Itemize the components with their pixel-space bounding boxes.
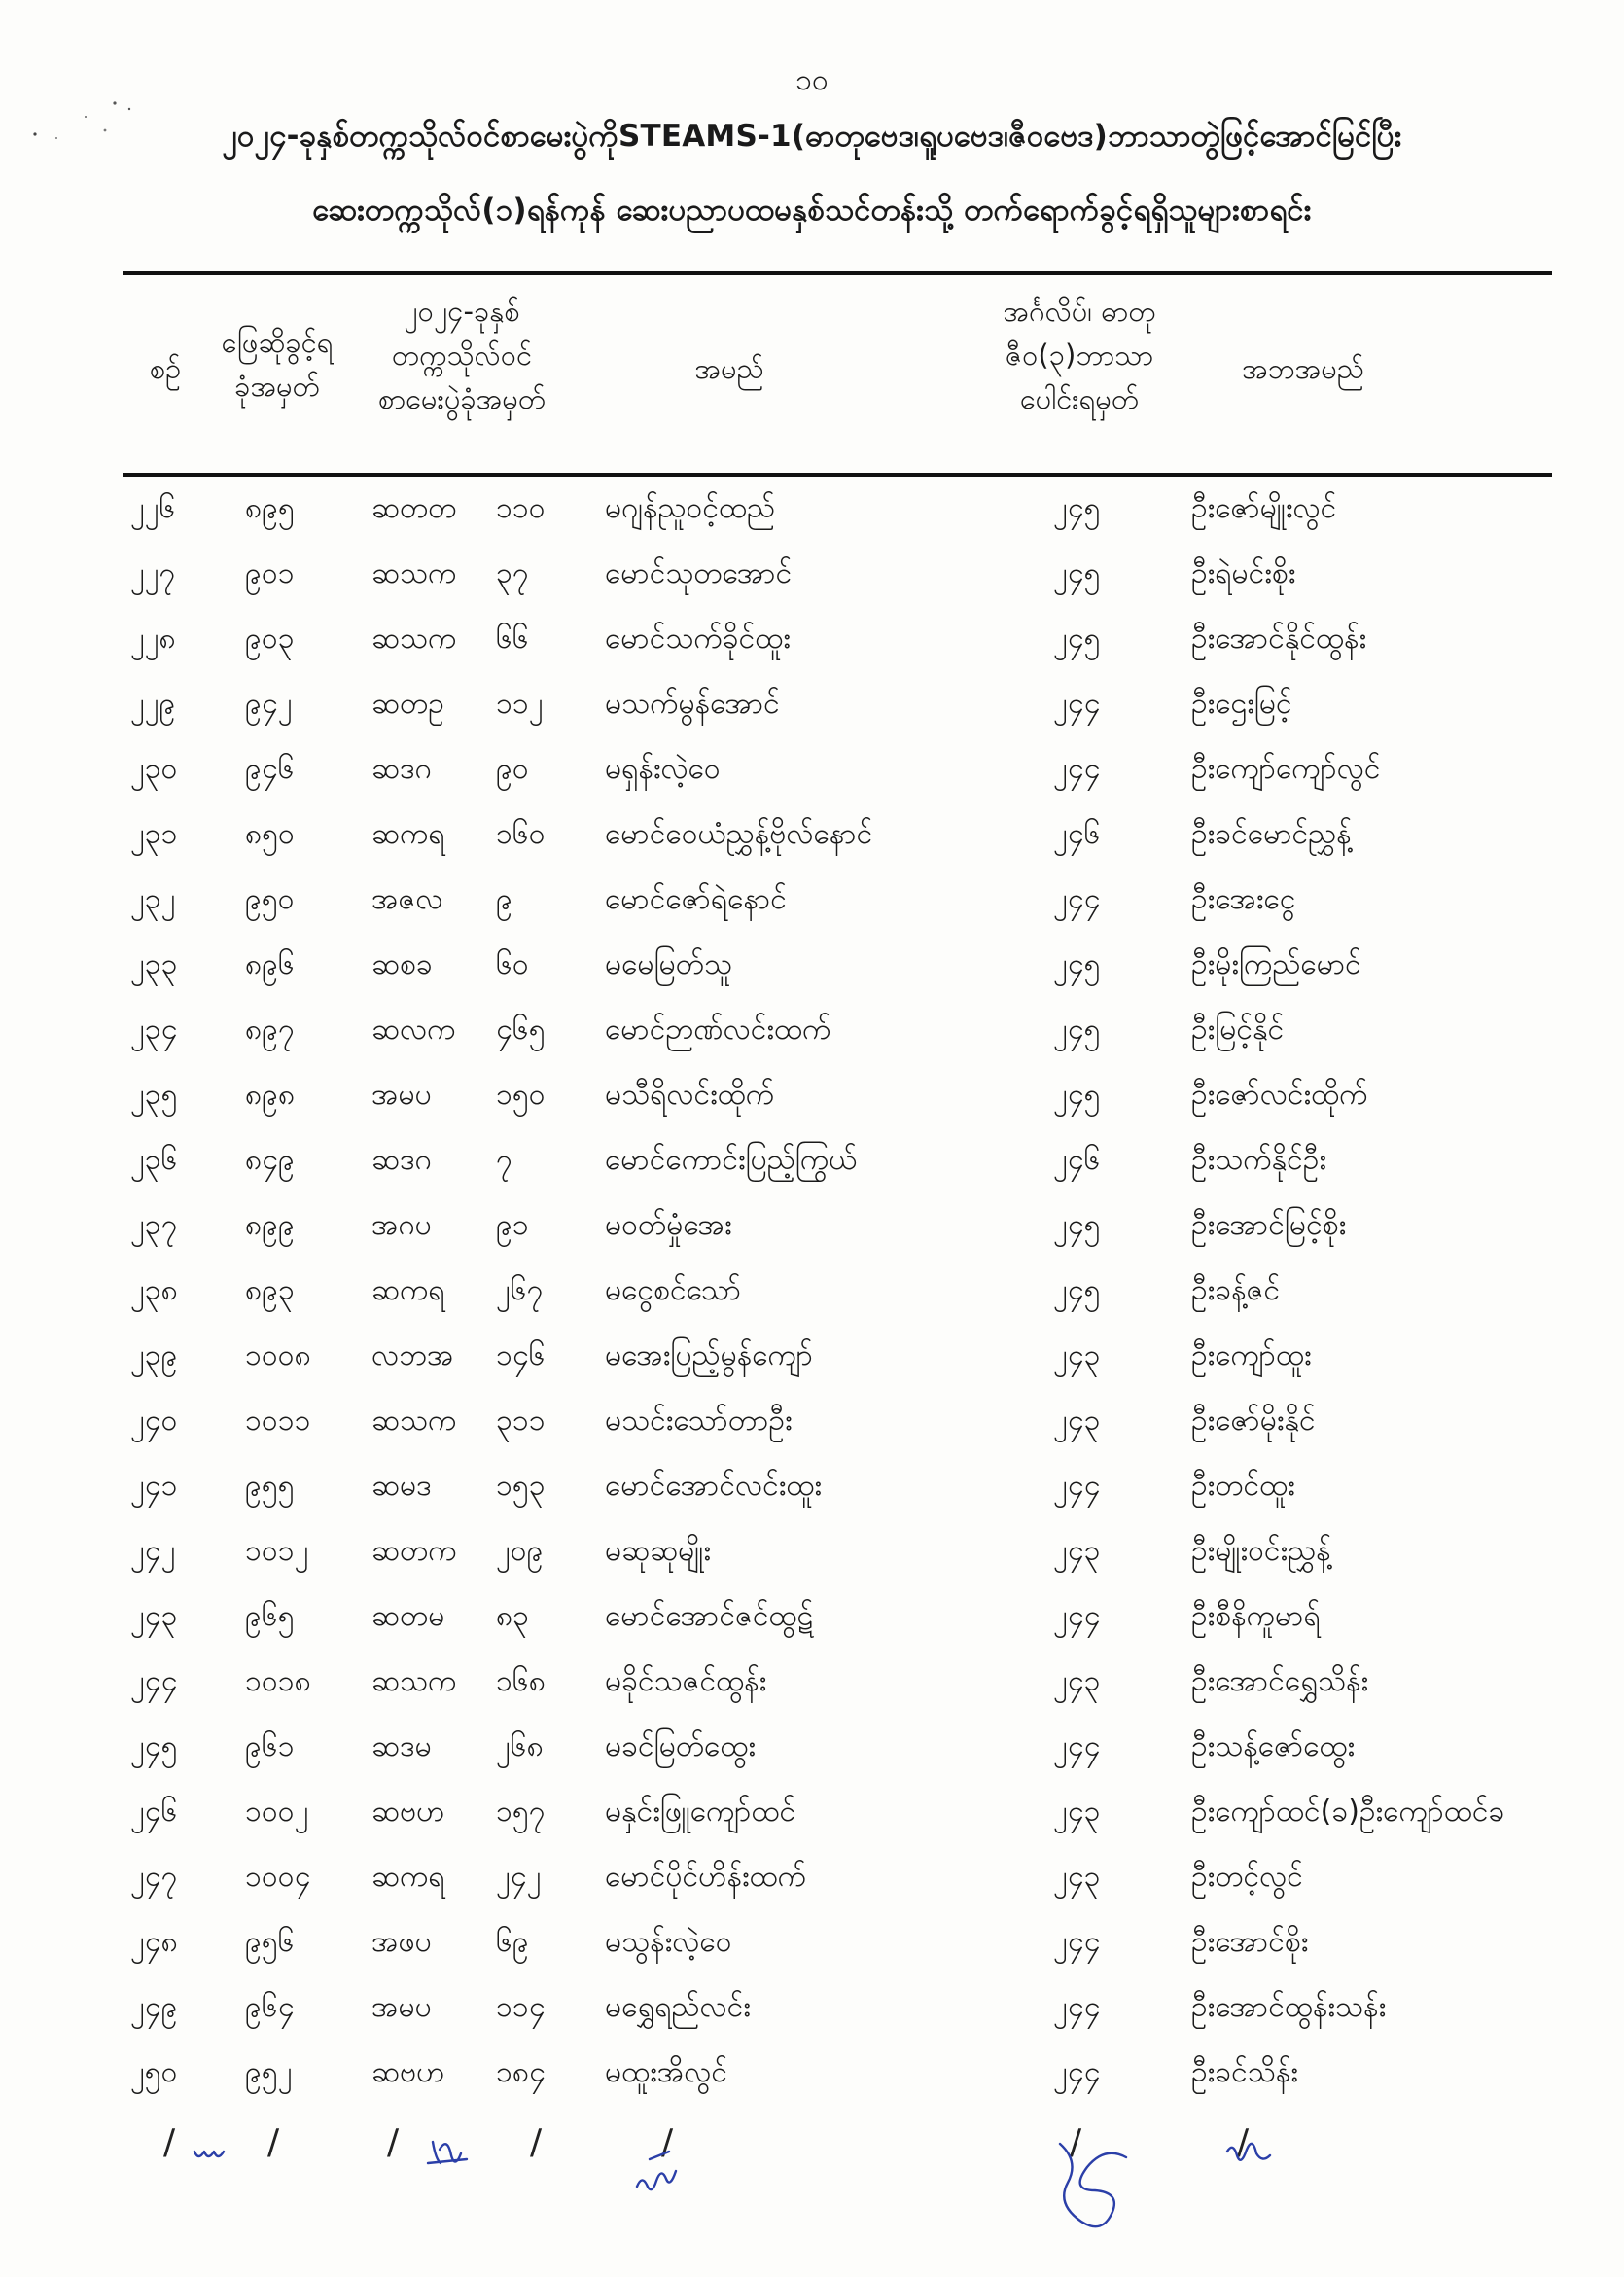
page-number: ၁၀ — [795, 63, 829, 97]
student-name: မသင်းသော်တာဦး — [605, 1404, 793, 1438]
permit-seat-number: ၁၀၀၄ — [245, 1860, 311, 1894]
table-row — [0, 1205, 1624, 1270]
father-name: ဦးမြင့်နိုင် — [1191, 1013, 1285, 1047]
total-marks: ၂၄၆ — [1053, 817, 1101, 851]
father-name: ဦးမျိုးဝင်းညွှန့် — [1191, 1534, 1331, 1568]
permit-seat-number: ၉၆၅ — [245, 1599, 295, 1633]
father-name: ဦးသက်နိုင်ဦး — [1191, 1143, 1327, 1177]
student-name: မသက်မွန်အောင် — [605, 687, 780, 721]
exam-seat-number: ၁၈၄ — [496, 2055, 546, 2089]
student-name: မဂျန်ညူဝင့်ထည် — [605, 491, 776, 525]
exam-seat-code: ဆဗဟ — [371, 2055, 445, 2089]
total-marks: ၂၄၄ — [1053, 1990, 1101, 2024]
student-name: မရွှေရည်လင်း — [605, 1990, 751, 2024]
father-name: ဦးတင်ထူး — [1191, 1469, 1295, 1503]
permit-seat-number: ၁၀၁၁ — [245, 1404, 311, 1438]
permit-seat-number: ၉၄၆ — [245, 752, 295, 786]
father-name: ဦးခင်သိန်း — [1191, 2055, 1298, 2089]
header-bottom-rule — [123, 473, 1552, 477]
table-row — [0, 488, 1624, 553]
header-permit-seat — [199, 321, 355, 409]
student-name: မောင်သက်ခိုင်ထူး — [605, 622, 791, 656]
student-name: မငွေစင်သော် — [605, 1273, 742, 1307]
total-marks: ၂၄၄ — [1053, 1925, 1101, 1959]
serial-number: ၂၃၄ — [130, 1013, 178, 1047]
header-exam-line-1: ၂၀၂၄-ခုနှစ် — [404, 295, 520, 328]
exam-seat-number: ၈၃ — [496, 1599, 530, 1633]
signature-slash: / — [387, 2122, 400, 2162]
exam-seat-code: အမပ — [371, 1990, 432, 2024]
table-row — [0, 879, 1624, 944]
serial-number: ၂၂၆ — [130, 491, 176, 525]
student-name: မသီရိလင်းထိုက် — [605, 1078, 775, 1112]
student-name: မအေးပြည့်မွန်ကျော် — [605, 1338, 813, 1372]
exam-seat-code: ဆမဒ — [371, 1469, 432, 1503]
exam-seat-code: ဆဒဂ — [371, 752, 432, 786]
header-marks-line-2: ဇီဝ(၃)ဘာသာ — [1005, 338, 1154, 372]
student-name: မနှင်းဖြူကျော်ထင် — [605, 1795, 796, 1829]
serial-number: ၂၃၇ — [130, 1208, 178, 1242]
total-marks: ၂၄၅ — [1053, 1013, 1101, 1047]
total-marks: ၂၄၃ — [1053, 1860, 1101, 1894]
father-name: ဦးဇော်မျိုးလွင် — [1191, 491, 1337, 525]
student-name: မောင်ကောင်းပြည့်ကြွယ် — [605, 1143, 858, 1177]
permit-seat-number: ၉၀၁ — [245, 556, 295, 590]
exam-seat-code: အဂပ — [371, 1208, 432, 1242]
exam-seat-code: ဆကရ — [371, 1273, 445, 1307]
serial-number: ၂၃၆ — [130, 1143, 178, 1177]
total-marks: ၂၄၄ — [1053, 1599, 1101, 1633]
table-row — [0, 749, 1624, 814]
serial-number: ၂၄၁ — [130, 1469, 178, 1503]
exam-seat-code: ဆတက — [371, 1534, 457, 1568]
total-marks: ၂၄၄ — [1053, 882, 1101, 916]
exam-seat-number: ၁၅၇ — [496, 1795, 546, 1829]
serial-number: ၂၃၀ — [130, 752, 178, 786]
total-marks: ၂၄၃ — [1053, 1664, 1101, 1698]
permit-seat-number: ၈၉၈ — [245, 1078, 296, 1112]
exam-seat-code: ဆလက — [371, 1013, 456, 1047]
father-name: ဦးဇော်လင်းထိုက် — [1191, 1078, 1368, 1112]
serial-number: ၂၂၉ — [130, 687, 176, 721]
exam-seat-code: ဆတတ — [371, 491, 457, 525]
father-name: ဦးအေးငွေ — [1191, 882, 1296, 916]
total-marks: ၂၄၅ — [1053, 1273, 1101, 1307]
exam-seat-code: အမပ — [371, 1078, 432, 1112]
exam-seat-code: ဆတမ — [371, 1599, 445, 1633]
total-marks: ၂၄၄ — [1053, 1729, 1101, 1763]
father-name: ဦးစီနိကူမာရ် — [1191, 1599, 1321, 1633]
table-row — [0, 814, 1624, 879]
exam-seat-number: ၁၆၀ — [496, 817, 546, 851]
signature-slash: / — [530, 2122, 543, 2162]
father-name: ဦးရဲမင်းစိုး — [1191, 556, 1296, 590]
father-name: ဦးအောင်နိုင်ထွန်း — [1191, 622, 1367, 656]
table-row — [0, 619, 1624, 684]
exam-seat-number: ၉၁ — [496, 1208, 529, 1242]
permit-seat-number: ၁၀၀၂ — [245, 1795, 309, 1829]
exam-seat-number: ၇ — [496, 1143, 512, 1177]
header-serial: စဉ် — [149, 352, 182, 385]
signature-slash: / — [267, 2122, 280, 2162]
table-row — [0, 944, 1624, 1010]
header-father-name: အဘအမည် — [1242, 352, 1364, 385]
serial-number: ၂၄၂ — [130, 1534, 176, 1568]
father-name: ဦးအောင်စိုး — [1191, 1925, 1309, 1959]
father-name: ဦးဇော်မိုးနိုင် — [1191, 1404, 1316, 1438]
exam-seat-number: ၂၆၇ — [496, 1273, 544, 1307]
table-row — [0, 1270, 1624, 1335]
serial-number: ၂၄၅ — [130, 1729, 178, 1763]
exam-seat-code: ဆကရ — [371, 817, 445, 851]
exam-seat-code: အဇလ — [371, 882, 443, 916]
serial-number: ၂၂၇ — [130, 556, 176, 590]
table-row — [0, 2052, 1624, 2117]
student-name: မခိုင်သဇင်ထွန်း — [605, 1664, 767, 1698]
serial-number: ၂၂၈ — [130, 622, 176, 656]
header-marks-line-3: ပေါင်းရမှတ် — [1019, 382, 1140, 415]
total-marks: ၂၄၄ — [1053, 1469, 1101, 1503]
student-name: မရှန်းလဲ့ဝေ — [605, 752, 721, 786]
serial-number: ၂၄၇ — [130, 1860, 178, 1894]
header-permit-line-1: ဖြေဆိုခွင့်ရ — [221, 326, 334, 359]
serial-number: ၂၄၀ — [130, 1404, 178, 1438]
permit-seat-number: ၈၉၃ — [245, 1273, 295, 1307]
exam-seat-number: ၁၅၀ — [496, 1078, 546, 1112]
serial-number: ၂၄၈ — [130, 1925, 178, 1959]
student-name: မောင်အောင်လင်းထူး — [605, 1469, 823, 1503]
total-marks: ၂၄၃ — [1053, 1795, 1101, 1829]
exam-seat-number: ၆၆ — [496, 622, 529, 656]
total-marks: ၂၄၅ — [1053, 947, 1101, 981]
table-row — [0, 1661, 1624, 1726]
student-name: မမေမြတ်သူ — [605, 947, 732, 981]
permit-seat-number: ၁၀၁၈ — [245, 1664, 311, 1698]
total-marks: ၂၄၅ — [1053, 622, 1101, 656]
total-marks: ၂၄၃ — [1053, 1404, 1101, 1438]
total-marks: ၂၄၆ — [1053, 1143, 1101, 1177]
serial-number: ၂၄၄ — [130, 1664, 178, 1698]
permit-seat-number: ၉၆၄ — [245, 1990, 295, 2024]
exam-seat-number: ၂၀၉ — [496, 1534, 544, 1568]
exam-seat-number: ၁၄၆ — [496, 1338, 546, 1372]
permit-seat-number: ၈၅၀ — [245, 817, 295, 851]
serial-number: ၂၄၆ — [130, 1795, 178, 1829]
student-name: မသွန်းလဲ့ဝေ — [605, 1925, 732, 1959]
student-name: မခင်မြတ်ထွေး — [605, 1729, 756, 1763]
exam-seat-number: ၁၁၀ — [496, 491, 546, 525]
exam-seat-code: ဆသက — [371, 1664, 457, 1698]
serial-number: ၂၃၁ — [130, 817, 178, 851]
total-marks: ၂၄၅ — [1053, 556, 1101, 590]
permit-seat-number: ၉၆၁ — [245, 1729, 295, 1763]
table-row — [0, 1792, 1624, 1857]
header-exam-line-3: စာမေးပွဲခုံအမှတ် — [377, 382, 547, 415]
header-exam-seat — [345, 290, 579, 421]
exam-seat-code: ဆဒမ — [371, 1729, 432, 1763]
total-marks: ၂၄၄ — [1053, 752, 1101, 786]
table-row — [0, 1401, 1624, 1466]
signature-slash: / — [661, 2122, 674, 2162]
handwritten-signatures — [0, 2120, 1624, 2266]
father-name: ဦးဌေးမြင့် — [1191, 687, 1292, 721]
header-marks-line-1: အင်္ဂလိပ်၊ ဓာတု — [1003, 295, 1156, 328]
exam-seat-number: ၂၄၂ — [496, 1860, 542, 1894]
exam-seat-number: ၁၁၂ — [496, 687, 544, 721]
table-row — [0, 1010, 1624, 1075]
total-marks: ၂၄၅ — [1053, 1078, 1101, 1112]
student-name: မထူးအိလွင် — [605, 2055, 728, 2089]
father-name: ဦးတင့်လွင် — [1191, 1860, 1303, 1894]
table-row — [0, 1335, 1624, 1401]
exam-seat-code: လဘအ — [371, 1338, 454, 1372]
header-permit-line-2: ခုံအမှတ် — [234, 370, 320, 403]
exam-seat-number: ၉၀ — [496, 752, 529, 786]
exam-seat-code: ဆကရ — [371, 1860, 445, 1894]
total-marks: ၂၄၅ — [1053, 491, 1101, 525]
exam-seat-number: ၃၇ — [496, 556, 529, 590]
header-exam-line-2: တက္ကသိုလ်ဝင် — [391, 338, 533, 372]
document-title-line-2: ဆေးတက္ကသိုလ်(၁)ရန်ကုန် ဆေးပညာပထမနှစ်သင်တန်းသို့ တက်ရောက်ခွင့်ရရှိသူများစာရင်း — [312, 193, 1312, 228]
exam-seat-number: ၆၉ — [496, 1925, 529, 1959]
permit-seat-number: ၉၀၃ — [245, 622, 295, 656]
exam-seat-number: ၉ — [496, 882, 512, 916]
permit-seat-number: ၉၅၂ — [245, 2055, 293, 2089]
document-title-line-1: ၂၀၂၄-ခုနှစ်တက္ကသိုလ်ဝင်စာမေးပွဲကိုSTEAMS-1(ဓာတုဗေဒ၊ရူပဗေဒ၊ဇီဝဗေဒ)ဘာသာတွဲဖြင့်အောင်မြင်ပြီး — [222, 119, 1402, 154]
table-row — [0, 1922, 1624, 1987]
permit-seat-number: ၈၄၉ — [245, 1143, 295, 1177]
serial-number: ၂၃၉ — [130, 1338, 178, 1372]
permit-seat-number: ၉၅၅ — [245, 1469, 295, 1503]
header-name: အမည် — [694, 352, 764, 385]
exam-seat-code: ဆသက — [371, 556, 457, 590]
exam-seat-code: ဆဗဟ — [371, 1795, 445, 1829]
father-name: ဦးခင်မောင်ညွှန့် — [1191, 817, 1352, 851]
exam-seat-code: ဆသက — [371, 622, 457, 656]
table-row — [0, 1987, 1624, 2052]
student-name: မောင်အောင်ဇင်ထွဋ် — [605, 1599, 814, 1633]
total-marks: ၂၄၃ — [1053, 1534, 1101, 1568]
exam-seat-code: ဆတဥ — [371, 687, 444, 721]
header-marks — [963, 290, 1196, 421]
exam-seat-number: ၃၁၁ — [496, 1404, 546, 1438]
total-marks: ၂၄၄ — [1053, 687, 1101, 721]
permit-seat-number: ၁၀၁၂ — [245, 1534, 309, 1568]
father-name: ဦးအောင်မြင့်စိုး — [1191, 1208, 1347, 1242]
total-marks: ၂၄၄ — [1053, 2055, 1101, 2089]
serial-number: ၂၃၅ — [130, 1078, 178, 1112]
permit-seat-number: ၉၄၂ — [245, 687, 293, 721]
total-marks: ၂၄၃ — [1053, 1338, 1101, 1372]
father-name: ဦးကျော်ထူး — [1191, 1338, 1312, 1372]
signature-slash: / — [1070, 2122, 1082, 2162]
table-row — [0, 1726, 1624, 1792]
permit-seat-number: ၉၅၀ — [245, 882, 295, 916]
exam-seat-number: ၁၅၃ — [496, 1469, 546, 1503]
table-row — [0, 1466, 1624, 1531]
serial-number: ၂၄၉ — [130, 1990, 178, 2024]
exam-seat-code: ဆစခ — [371, 947, 433, 981]
serial-number: ၂၃၂ — [130, 882, 176, 916]
permit-seat-number: ၈၉၉ — [245, 1208, 295, 1242]
student-name: မဝတ်မှုံအေး — [605, 1208, 732, 1242]
father-name: ဦးမိုးကြည်မောင် — [1191, 947, 1361, 981]
table-row — [0, 1140, 1624, 1205]
exam-seat-number: ၁၁၄ — [496, 1990, 546, 2024]
father-name: ဦးခန့်ဇင် — [1191, 1273, 1281, 1307]
father-name: ဦးကျော်ထင်(ခ)ဦးကျော်ထင်ခ — [1191, 1795, 1505, 1829]
student-name: မောင်သုတအောင် — [605, 556, 793, 590]
exam-seat-code: ဆသက — [371, 1404, 457, 1438]
student-name: မောင်ဝေယံညွှန့်ဗိုလ်နောင် — [605, 817, 873, 851]
signature-slash: / — [1237, 2122, 1250, 2162]
student-name: မဆုဆုမျိုး — [605, 1534, 711, 1568]
table-row — [0, 1596, 1624, 1661]
exam-seat-number: ၁၆၈ — [496, 1664, 546, 1698]
exam-seat-number: ၂၆၈ — [496, 1729, 544, 1763]
father-name: ဦးအောင်ထွန်းသန်း — [1191, 1990, 1387, 2024]
student-name: မောင်ဇော်ရဲနောင် — [605, 882, 787, 916]
exam-seat-number: ၆၀ — [496, 947, 529, 981]
father-name: ဦးအောင်ရွှေသိန်း — [1191, 1664, 1369, 1698]
table-row — [0, 1857, 1624, 1922]
table-row — [0, 684, 1624, 749]
total-marks: ၂၄၅ — [1053, 1208, 1101, 1242]
permit-seat-number: ၈၉၇ — [245, 1013, 295, 1047]
serial-number: ၂၄၃ — [130, 1599, 178, 1633]
exam-seat-code: အဖပ — [371, 1925, 432, 1959]
permit-seat-number: ၈၉၅ — [245, 491, 295, 525]
exam-seat-code: ဆဒဂ — [371, 1143, 432, 1177]
serial-number: ၂၅၀ — [130, 2055, 178, 2089]
table-top-rule — [123, 271, 1552, 275]
permit-seat-number: ၉၅၆ — [245, 1925, 295, 1959]
student-name: မောင်ဉာဏ်လင်းထက် — [605, 1013, 831, 1047]
father-name: ဦးကျော်ကျော်လွင် — [1191, 752, 1381, 786]
serial-number: ၂၃၈ — [130, 1273, 178, 1307]
student-name: မောင်ပိုင်ဟိန်းထက် — [605, 1860, 807, 1894]
table-row — [0, 1075, 1624, 1140]
table-row — [0, 1531, 1624, 1596]
serial-number: ၂၃၃ — [130, 947, 178, 981]
signature-slash: / — [163, 2122, 176, 2162]
permit-seat-number: ၈၉၆ — [245, 947, 295, 981]
table-row — [0, 553, 1624, 619]
permit-seat-number: ၁၀၀၈ — [245, 1338, 311, 1372]
father-name: ဦးသန့်ဇော်ထွေး — [1191, 1729, 1356, 1763]
exam-seat-number: ၄၆၅ — [496, 1013, 546, 1047]
